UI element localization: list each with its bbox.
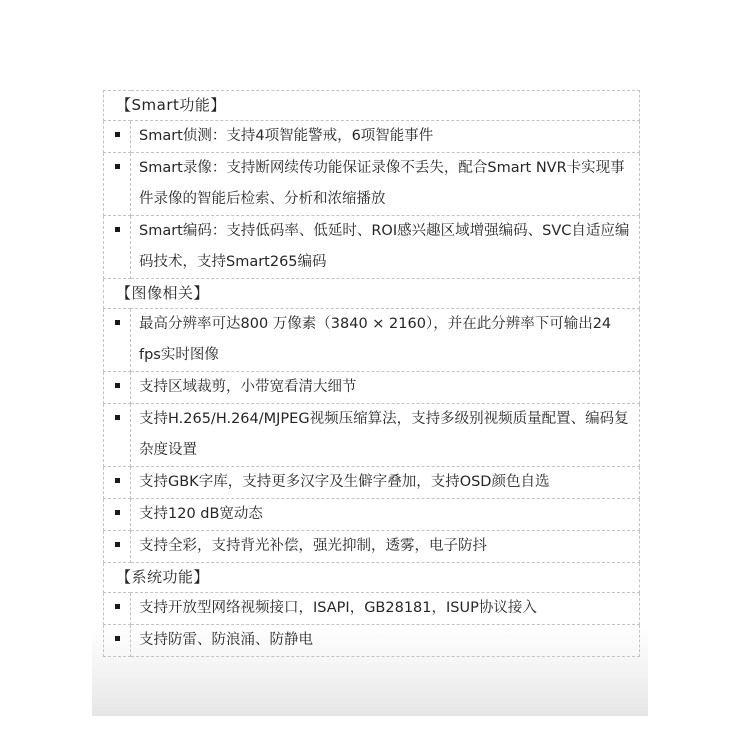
feature-text: 支持GBK字库，支持更多汉字及生僻字叠加，支持OSD颜色自选 (131, 467, 640, 499)
feature-text: 支持全彩，支持背光补偿，强光抑制，透雾，电子防抖 (131, 531, 640, 563)
section-title: 【图像相关】 (104, 279, 640, 309)
section-header-row (104, 279, 640, 309)
feature-text: 支持开放型网络视频接口，ISAPI，GB28181，ISUP协议接入 (131, 593, 640, 625)
bullet-cell (104, 467, 131, 499)
section-title: 【系统功能】 (104, 563, 640, 593)
feature-text: Smart录像：支持断网续传功能保证录像不丢失，配合Smart NVR卡实现事件录像的智能后检索、分析和浓缩播放 (131, 153, 640, 216)
bullet-cell (104, 309, 131, 372)
feature-row (104, 625, 640, 657)
feature-text: 支持120 dB宽动态 (131, 499, 640, 531)
bullet-cell (104, 531, 131, 563)
feature-row (104, 531, 640, 563)
square-bullet-icon (115, 415, 120, 420)
section-header-row (104, 91, 640, 121)
feature-row (104, 467, 640, 499)
bullet-cell (104, 499, 131, 531)
square-bullet-icon (115, 132, 120, 137)
feature-row (104, 216, 640, 279)
feature-text: 支持H.265/H.264/MJPEG视频压缩算法，支持多级别视频质量配置、编码复杂度设置 (131, 404, 640, 467)
square-bullet-icon (115, 320, 120, 325)
feature-text: 支持防雷、防浪涌、防静电 (131, 625, 640, 657)
square-bullet-icon (115, 478, 120, 483)
bullet-cell (104, 153, 131, 216)
section-header-row (104, 563, 640, 593)
square-bullet-icon (115, 164, 120, 169)
feature-row (104, 153, 640, 216)
square-bullet-icon (115, 383, 120, 388)
feature-table (103, 90, 640, 657)
square-bullet-icon (115, 604, 120, 609)
bullet-cell (104, 121, 131, 153)
feature-row (104, 309, 640, 372)
feature-row (104, 499, 640, 531)
feature-row (104, 121, 640, 153)
feature-row (104, 372, 640, 404)
bullet-cell (104, 404, 131, 467)
section-title: 【Smart功能】 (104, 91, 640, 121)
feature-text: Smart编码：支持低码率、低延时、ROI感兴趣区域增强编码、SVC自适应编码技术，支持Smart265编码 (131, 216, 640, 279)
feature-text: 最高分辨率可达800 万像素（3840 × 2160），并在此分辨率下可输出24 fps实时图像 (131, 309, 640, 372)
square-bullet-icon (115, 542, 120, 547)
feature-text: 支持区域裁剪，小带宽看清大细节 (131, 372, 640, 404)
feature-row (104, 593, 640, 625)
square-bullet-icon (115, 510, 120, 515)
bullet-cell (104, 216, 131, 279)
bullet-cell (104, 593, 131, 625)
bullet-cell (104, 372, 131, 404)
bullet-cell (104, 625, 131, 657)
square-bullet-icon (115, 636, 120, 641)
feature-text: Smart侦测：支持4项智能警戒，6项智能事件 (131, 121, 640, 153)
square-bullet-icon (115, 227, 120, 232)
feature-row (104, 404, 640, 467)
